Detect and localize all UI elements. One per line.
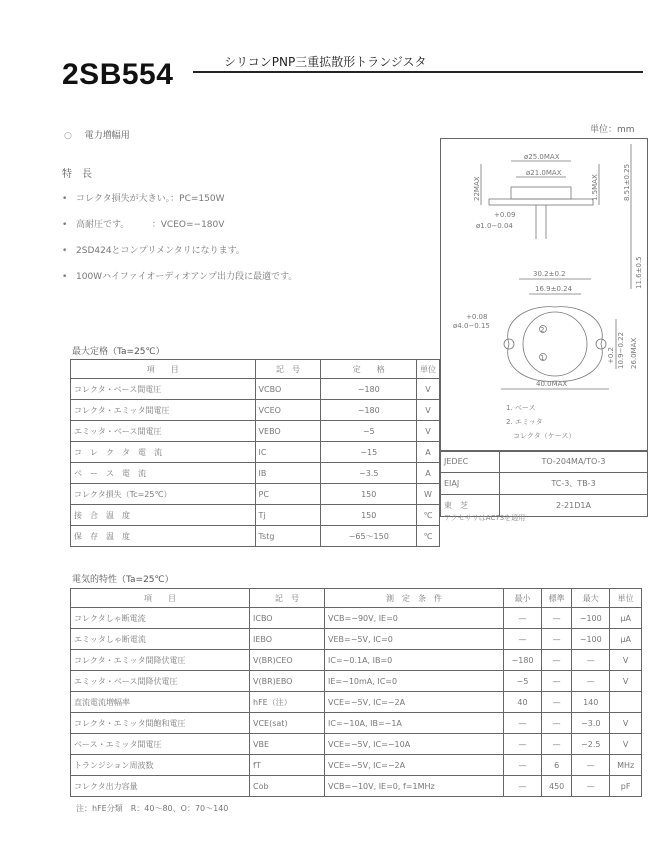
table-cell: V [417,379,440,400]
table-cell: — [542,713,572,734]
table-cell: — [572,755,610,776]
feature-item: • 2SD424とコンプリメンタリになります。 [62,238,297,264]
table-cell: −65〜150 [321,526,417,547]
table-cell: 450 [542,776,572,797]
table-row [441,473,648,495]
table-row [71,421,440,442]
table-header-row [71,360,440,379]
table-cell: 記 号 [250,589,325,608]
table-cell: 記 号 [255,360,321,379]
table-cell: 150 [321,484,417,505]
table-cell: エミッタ・ベース間電圧 [71,421,256,442]
table-cell: PC [255,484,321,505]
table-cell: 6 [542,755,572,776]
table-cell: 接 合 温 度 [71,505,256,526]
table-cell: コレクタ・エミッタ間飽和電圧 [71,713,250,734]
table-cell: 標準 [542,589,572,608]
table-cell: — [504,608,542,629]
dim-label: ø21.0MAX [526,169,562,177]
table-cell: ベース・エミッタ間電圧 [71,734,250,755]
table-cell: −3.0 [572,713,610,734]
table-cell: コレクタ・ベース間電圧 [71,379,256,400]
footnote: 注：hFE分類 R：40〜80、O：70〜140 [76,804,229,813]
application-text: 電力増幅用 [84,131,130,141]
table-row [71,526,440,547]
table-cell: V [610,734,642,755]
table-cell: A [417,463,440,484]
table-row [71,671,642,692]
table-cell: コ レ ク タ 電 流 [71,442,256,463]
table-cell: V [610,713,642,734]
table-cell: VCE=−5V, IC=−2A [325,692,504,713]
table-cell: IE=−10mA, IC=0 [325,671,504,692]
table-cell: — [504,734,542,755]
table-cell: Tstg [255,526,321,547]
table-cell: V [610,650,642,671]
dim-label: 8.51±0.25 [623,163,631,201]
table-cell: pF [610,776,642,797]
table-cell: — [504,713,542,734]
dim-label: +0.2 [607,347,615,364]
top-view [501,279,616,389]
table-cell: IC [255,442,321,463]
table-cell: 測 定 条 件 [325,589,504,608]
table-cell: −180 [321,379,417,400]
table-cell: 140 [572,692,610,713]
table-cell: −180 [321,400,417,421]
table-cell: エミッタ・ベース間降伏電圧 [71,671,250,692]
unit-note: 単位：mm [590,125,635,135]
application-line [64,128,130,141]
table-cell: −100 [572,608,610,629]
table-cell: — [504,629,542,650]
pin-legend: 1. ベース [506,404,536,412]
table-cell: IB [255,463,321,484]
table-cell: JEDEC [441,451,500,473]
table-cell: 直流電流増幅率 [71,692,250,713]
table-cell: 最大 [572,589,610,608]
dim-label: ø4.0−0.15 [453,322,490,330]
table-cell: V [417,400,440,421]
table-cell: ICBO [250,608,325,629]
dim-label: +0.08 [466,313,488,321]
table-cell: 単位 [610,589,642,608]
table-cell: — [542,629,572,650]
table-cell: −2.5 [572,734,610,755]
table-row [71,608,642,629]
table-cell: V [610,671,642,692]
dim-label: 11.6±0.5 [635,256,643,289]
feature-item: • コレクタ損失が大きい。：PC=150W [62,186,297,212]
dim-label: 26.0MAX [630,337,638,369]
max-ratings-title: 最大定格（Ta=25℃） [72,347,165,357]
table-row [71,379,440,400]
outline-drawing [440,138,648,452]
table-cell: V(BR)EBO [250,671,325,692]
table-cell: EIAJ [441,473,500,495]
table-cell: VCBO [255,379,321,400]
table-cell: 単位 [417,360,440,379]
table-cell: μA [610,608,642,629]
table-row [71,442,440,463]
table-cell: −5 [321,421,417,442]
table-cell: W [417,484,440,505]
table-cell: −100 [572,629,610,650]
table-cell: V [417,421,440,442]
table-cell: — [504,755,542,776]
feature-item: • 100Wハイファイオーディオアンプ出力段に最適です。 [62,264,297,290]
table-cell: VEBO [255,421,321,442]
pin-legend: コレクタ（ケース） [506,432,576,440]
table-cell: コレクタ出力容量 [71,776,250,797]
table-row [71,713,642,734]
table-row [71,463,440,484]
bullet-icon: • [62,220,68,230]
table-cell: — [542,692,572,713]
table-row [71,484,440,505]
table-cell: ℃ [417,526,440,547]
table-header-row [71,589,642,608]
table-cell: エミッタしゃ断電流 [71,629,250,650]
pin-legend: 2. エミッタ [506,418,543,426]
table-cell: — [572,776,610,797]
dim-label: 30.2±0.2 [533,270,566,278]
part-number: 2SB554 [62,58,174,91]
table-cell: トランジション周波数 [71,755,250,776]
package-outline-svg [441,139,647,451]
table-cell: — [542,734,572,755]
table-cell: MHz [610,755,642,776]
table-cell: VCE(sat) [250,713,325,734]
electrical-table [70,588,642,797]
table-cell: 40 [504,692,542,713]
table-row [71,776,642,797]
dim-label: 16.9±0.24 [535,285,573,293]
table-row [71,734,642,755]
table-cell: — [504,776,542,797]
table-cell: — [542,608,572,629]
table-cell: VBE [250,734,325,755]
package-table [440,450,648,517]
table-cell: Cob [250,776,325,797]
table-cell: μA [610,629,642,650]
table-cell: VCB=−90V, IE=0 [325,608,504,629]
table-cell: IC=−0.1A, IB=0 [325,650,504,671]
table-cell: fT [250,755,325,776]
table-row [71,505,440,526]
table-cell: 最小 [504,589,542,608]
table-cell: コレクタ損失（Tc=25℃） [71,484,256,505]
table-row [71,755,642,776]
feature-item: • 高耐圧です。 ：VCEO=−180V [62,212,297,238]
table-cell: 150 [321,505,417,526]
dim-label: 10.9−0.22 [617,331,625,369]
table-cell: A [417,442,440,463]
table-cell: VCE=−5V, IC=−2A [325,755,504,776]
electrical-title: 電気的特性（Ta=25℃） [72,575,174,585]
table-cell: 項 目 [71,360,256,379]
table-cell: TO-204MA/TO-3 [500,451,648,473]
accessory-note: アクセサリはAC73を適用 [444,514,526,522]
table-cell: コレクタ・エミッタ間降伏電圧 [71,650,250,671]
table-cell: VCB=−10V, IE=0, f=1MHz [325,776,504,797]
table-cell: VCE=−5V, IC=−10A [325,734,504,755]
bullet-icon: • [62,272,68,282]
features-heading: 特 長 [62,169,92,180]
table-cell: — [572,650,610,671]
dim-label: 1.5MAX [591,174,599,201]
table-cell: コレクタ・エミッタ間電圧 [71,400,256,421]
table-cell: −5 [504,671,542,692]
table-cell: V(BR)CEO [250,650,325,671]
table-cell: 項 目 [71,589,250,608]
table-row [441,451,648,473]
dim-label: 40.0MAX [536,380,568,388]
table-row [71,692,642,713]
table-cell: hFE（注） [250,692,325,713]
table-cell: 2-21D1A [500,495,648,517]
table-cell: IC=−10A, IB=−1A [325,713,504,734]
table-cell [610,692,642,713]
table-cell: VCEO [255,400,321,421]
table-cell: −180 [504,650,542,671]
table-cell: VEB=−5V, IC=0 [325,629,504,650]
dim-label: ø1.0−0.04 [476,222,513,230]
table-cell: ℃ [417,505,440,526]
table-cell: TC-3、TB-3 [500,473,648,495]
table-row [71,400,440,421]
table-cell: コレクタしゃ断電流 [71,608,250,629]
pin-number: 1 [540,354,545,362]
table-cell: Tj [255,505,321,526]
dim-label: ø25.0MAX [524,153,560,161]
table-row [71,650,642,671]
bullet-icon: • [62,194,68,204]
title-rule [193,71,643,73]
circle-bullet-icon: ○ [64,131,72,141]
dim-label: +0.09 [494,211,516,219]
table-cell: 東 芝 [441,495,500,517]
pin-number: 2 [540,326,545,334]
part-description: シリコンPNP三重拡散形トランジスタ [224,55,427,69]
table-cell: — [572,671,610,692]
bullet-icon: • [62,246,68,256]
table-cell: 保 存 温 度 [71,526,256,547]
dim-label: 22MAX [473,176,481,201]
table-cell: −3.5 [321,463,417,484]
features-list [62,186,297,290]
table-cell: ベ ー ス 電 流 [71,463,256,484]
table-cell: −15 [321,442,417,463]
table-cell: 定 格 [321,360,417,379]
max-ratings-table [70,359,440,547]
table-cell: — [542,650,572,671]
table-cell: — [542,671,572,692]
table-row [71,629,642,650]
table-cell: IEBO [250,629,325,650]
